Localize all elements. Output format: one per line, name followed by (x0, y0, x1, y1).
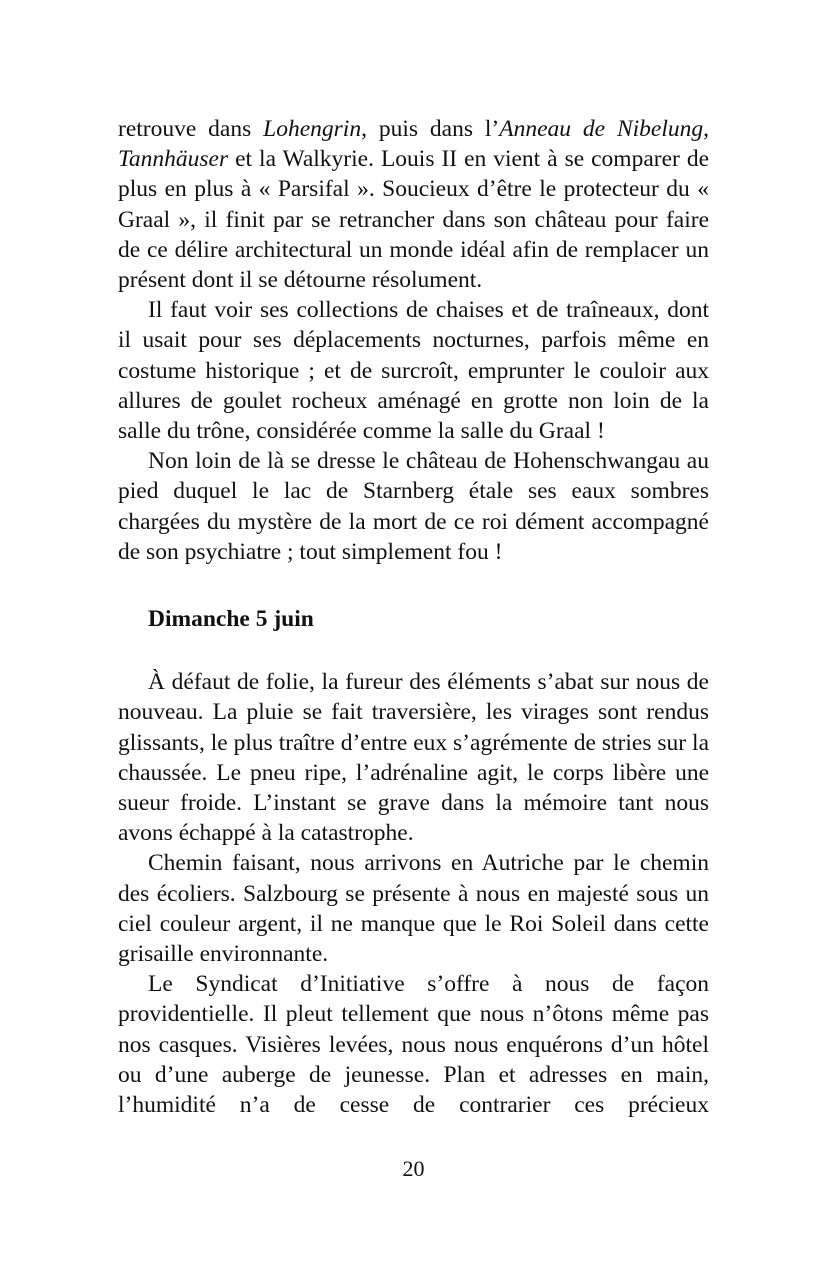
text-run: et la Walkyrie. Louis II en vient à se comparer de plus en plus à « Parsifal ». Soucieux d’être le protecteur du « Graal », il finit par se retrancher dans son château pour faire de ce délire architectural un monde idéal afin de remplacer un présent dont il se détourne résolument. (118, 146, 709, 294)
text-run: Le Syndicat d’Initiative s’offre à nous de façon providentielle. Il pleut tellement que nous n’ôtons même pas nos casques. Visières levées, nous nous enquérons d’un hôtel ou d’une auberge de jeunesse. Plan et adresses en main, l’humidité n’a de cesse de contrarier ces précieux (118, 971, 709, 1119)
italic-title: Anneau de Nibelung (499, 116, 704, 142)
page-number: 20 (402, 1156, 425, 1181)
paragraph (118, 114, 709, 295)
text-run: Il faut voir ses collections de chaises et de traîneaux, dont il usait pour ses déplacements nocturnes, parfois même en costume historique ; et de surcroît, emprunter le couloir aux allures de goulet rocheux aménagé en grotte non loin de la salle du trône, considérée comme la salle du Graal ! (118, 297, 709, 445)
text-block-before (118, 114, 709, 567)
text-run: , puis dans l’ (361, 116, 500, 142)
text-run: Chemin faisant, nous arrivons en Autriche par le chemin des écoliers. Salzbourg se présente à nous en majesté sous un ciel couleur argent, il ne manque que le Roi Soleil dans cette grisaille environnante. (118, 850, 709, 968)
paragraph (118, 667, 709, 848)
italic-title: Lohengrin (263, 116, 362, 142)
paragraph (118, 969, 709, 1120)
section-title: Dimanche 5 juin (148, 606, 314, 633)
page-body (118, 114, 709, 1120)
italic-title: Tannhäuser (118, 146, 229, 173)
paragraph (118, 295, 709, 446)
text-run: retrouve dans (118, 116, 264, 142)
paragraph (118, 446, 709, 567)
text-block-after (118, 667, 709, 1120)
text-run: Non loin de là se dresse le château de Hohenschwangau au pied duquel le lac de Starnberg étale ses eaux sombres chargées du mystère de la mort de ce roi dément accompagné de son psychiatre ; tout simplement fou ! (118, 448, 709, 565)
text-run: , (703, 116, 709, 142)
paragraph (118, 848, 709, 969)
text-run: À défaut de folie, la fureur des éléments s’abat sur nous de nouveau. La pluie se fait traversière, les virages sont rendus glissants, le plus traître d’entre eux s’agrémente de stries sur la chaussée. Le pneu ripe, l’adrénaline agit, le corps libère une sueur froide. L’instant se grave dans la mémoire tant nous avons échappé à la catastrophe. (118, 669, 709, 847)
